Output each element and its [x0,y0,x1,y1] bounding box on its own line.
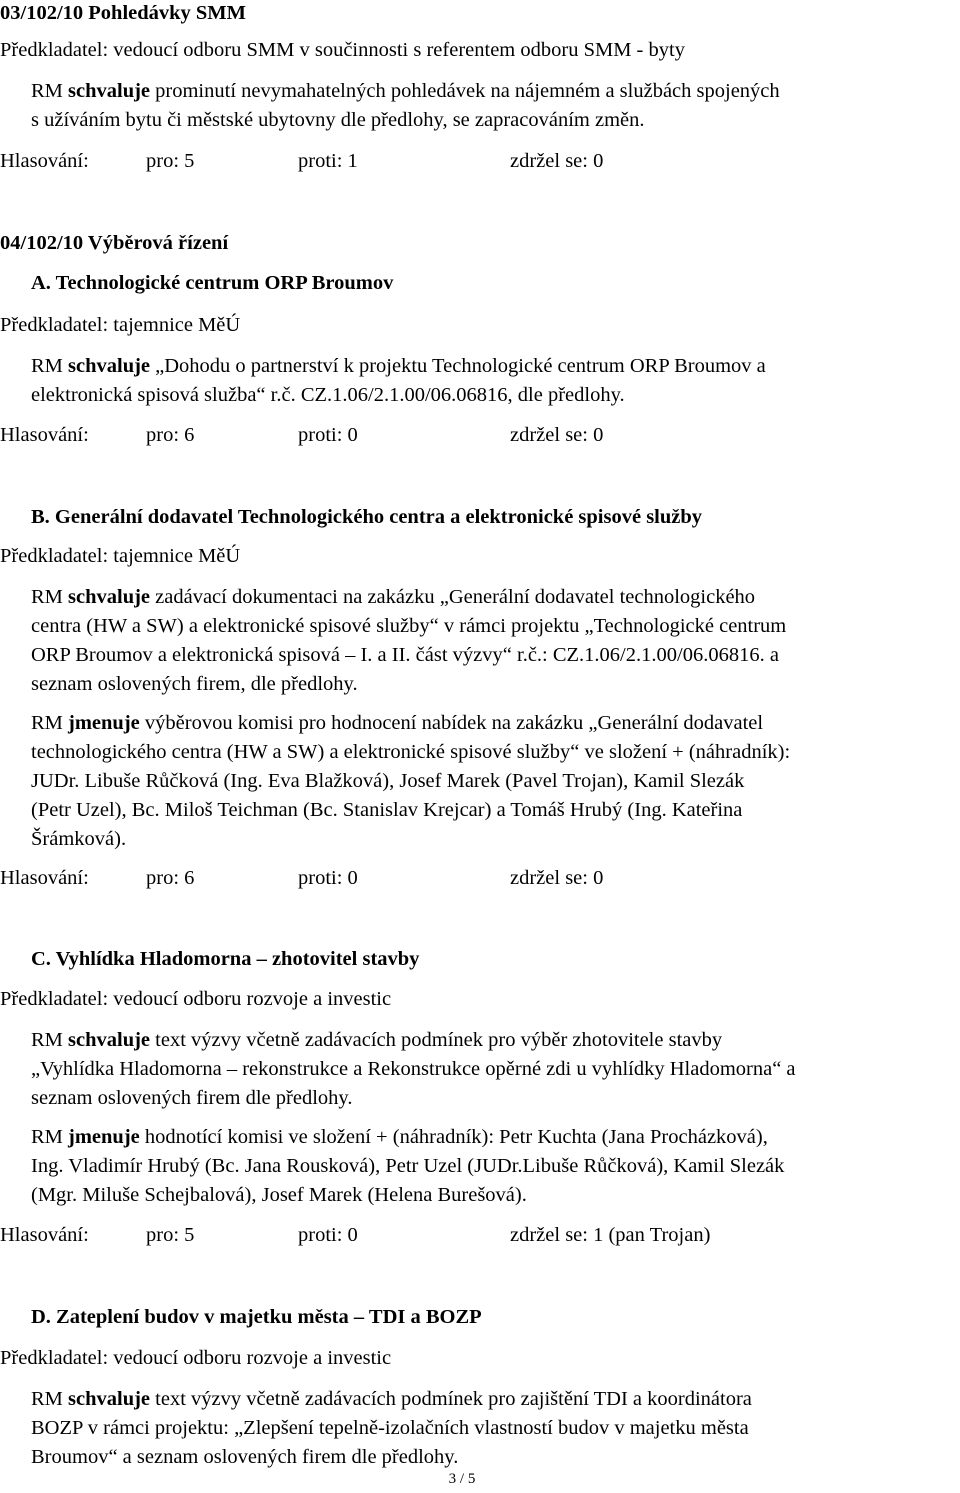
vote-pro: pro: 6 [146,867,195,889]
presenter-line: Předkladatel: vedoucí odboru SMM v součinnosti s referentem odboru SMM - byty [0,39,685,61]
resolution-line: technologického centra (HW a SW) a elektronické spisové služby“ ve složení + (náhradník): [31,741,791,763]
resolution-line: centra (HW a SW) a elektronické spisové služby“ v rámci projektu „Technologické centrum [31,615,787,637]
vote-zdrzel: zdržel se: 0 [510,150,604,172]
presenter-line: Předkladatel: tajemnice MěÚ [0,314,241,336]
resolution-line: RM schvaluje „Dohodu o partnerství k projektu Technologické centrum ORP Broumov a [31,355,766,377]
vote-label: Hlasování: [0,867,89,889]
vote-label: Hlasování: [0,1224,89,1246]
vote-proti: proti: 0 [298,1224,358,1246]
vote-pro: pro: 6 [146,424,195,446]
vote-zdrzel: zdržel se: 1 (pan Trojan) [510,1224,711,1246]
resolution-line: RM schvaluje text výzvy včetně zadávacích podmínek pro zajištění TDI a koordinátora [31,1388,752,1410]
resolution-line: (Mgr. Miluše Schejbalová), Josef Marek (Helena Burešová). [31,1184,527,1206]
vote-pro: pro: 5 [146,1224,195,1246]
presenter-line: Předkladatel: vedoucí odboru rozvoje a investic [0,1347,392,1369]
resolution-line: elektronická spisová služba“ r.č. CZ.1.06/2.1.00/06.06816, dle předlohy. [31,384,625,406]
vote-proti: proti: 1 [298,150,358,172]
resolution-line: Broumov“ a seznam oslovených firem dle předlohy. [31,1446,459,1468]
presenter-line: Předkladatel: tajemnice MěÚ [0,545,241,567]
vote-pro: pro: 5 [146,150,195,172]
resolution-line: Šrámková). [31,828,127,850]
resolution-line: s užíváním bytu či městské ubytovny dle předlohy, se zapracováním změn. [31,109,645,131]
resolution-line: JUDr. Libuše Růčková (Ing. Eva Blažková), Josef Marek (Pavel Trojan), Kamil Slezák [31,770,745,792]
vote-proti: proti: 0 [298,867,358,889]
vote-zdrzel: zdržel se: 0 [510,424,604,446]
subsection-title: B. Generální dodavatel Technologického centra a elektronické spisové služby [31,506,703,528]
resolution-line: ORP Broumov a elektronická spisová – I. a II. část výzvy“ r.č.: CZ.1.06/2.1.00/06.06816. a [31,644,779,666]
resolution-line: Ing. Vladimír Hrubý (Bc. Jana Rousková), Petr Uzel (JUDr.Libuše Růčková), Kamil Slezák [31,1155,785,1177]
vote-zdrzel: zdržel se: 0 [510,867,604,889]
resolution-line: BOZP v rámci projektu: „Zlepšení tepelně-izolačních vlastností budov v majetku města [31,1417,749,1439]
subsection-title: A. Technologické centrum ORP Broumov [31,272,394,294]
resolution-line: RM jmenuje výběrovou komisi pro hodnocení nabídek na zakázku „Generální dodavatel [31,712,764,734]
resolution-line: RM schvaluje prominutí nevymahatelných pohledávek na nájemném a službách spojených [31,80,780,102]
subsection-title: D. Zateplení budov v majetku města – TDI a BOZP [31,1306,482,1328]
section-heading: 04/102/10 Výběrová řízení [0,232,229,254]
vote-label: Hlasování: [0,424,89,446]
vote-proti: proti: 0 [298,424,358,446]
presenter-line: Předkladatel: vedoucí odboru rozvoje a investic [0,988,392,1010]
page-number: 3 / 5 [448,1471,476,1487]
resolution-line: RM schvaluje text výzvy včetně zadávacích podmínek pro výběr zhotovitele stavby [31,1029,723,1051]
resolution-line: seznam oslovených firem dle předlohy. [31,1087,353,1109]
resolution-line: seznam oslovených firem, dle předlohy. [31,673,358,695]
section-heading: 03/102/10 Pohledávky SMM [0,2,247,24]
resolution-line: RM jmenuje hodnotící komisi ve složení + (náhradník): Petr Kuchta (Jana Procházková), [31,1126,768,1148]
vote-label: Hlasování: [0,150,89,172]
resolution-line: RM schvaluje zadávací dokumentaci na zakázku „Generální dodavatel technologického [31,586,756,608]
resolution-line: (Petr Uzel), Bc. Miloš Teichman (Bc. Stanislav Krejcar) a Tomáš Hrubý (Ing. Kateřina [31,799,743,821]
subsection-title: C. Vyhlídka Hladomorna – zhotovitel stavby [31,948,420,970]
resolution-line: „Vyhlídka Hladomorna – rekonstrukce a Rekonstrukce opěrné zdi u vyhlídky Hladomorna“ a [31,1058,796,1080]
